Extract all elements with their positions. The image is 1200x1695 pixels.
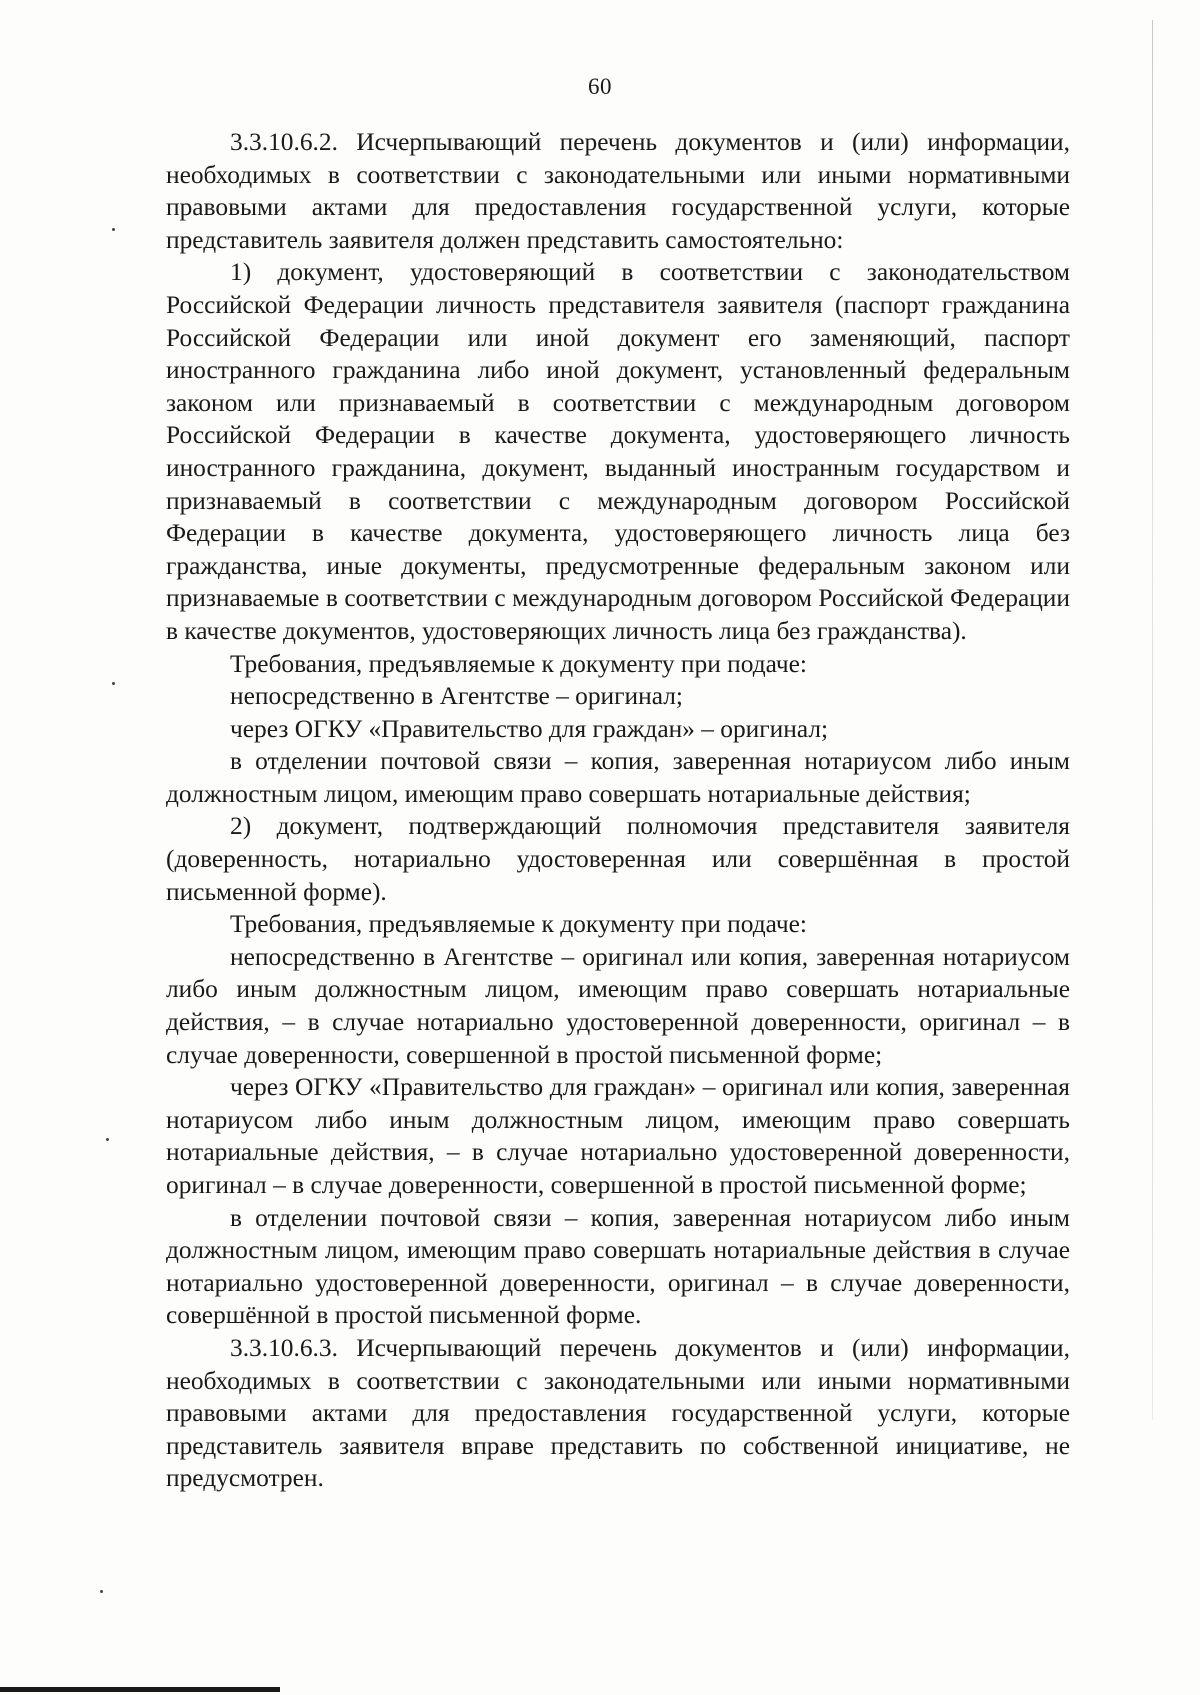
paragraph-3-3-10-6-3: 3.3.10.6.3. Исчерпывающий перечень документов и (или) информации, необходимых в соответствии с законодательными или иными нормативными правовыми актами для предоставления государственной услуги, которые представитель заявителя вправе представить по собственной инициативе, не предусмотрен.: [166, 1333, 1070, 1493]
scan-speck: [106, 1138, 109, 1141]
paragraph-requirement-ogku-2: через ОГКУ «Правительство для граждан» – оригинал или копия, заверенная нотариусом либо иным должностным лицом, имеющим право совершать нотариальные действия, – в случае нотариально удостоверенной доверенности, оригинал – в случае доверенности, совершенной в простой письменной форме;: [166, 1073, 1070, 1199]
paragraph-requirement-post-1: в отделении почтовой связи – копия, заверенная нотариусом либо иным должностным лицом, имеющим право совершать нотариальные действия;: [166, 747, 1070, 808]
paragraph-item-2-power-of-attorney: 2) документ, подтверждающий полномочия представителя заявителя (доверенность, нотариально удостоверенная или совершённая в простой письменной форме).: [166, 812, 1070, 906]
paragraph-requirement-post-2: в отделении почтовой связи – копия, заверенная нотариусом либо иным должностным лицом, имеющим право совершать нотариальные действия в случае нотариально удостоверенной доверенности, оригинал – в случае доверенности, совершённой в простой письменной форме.: [166, 1203, 1070, 1330]
scan-speck: [112, 682, 115, 685]
paragraph-requirements-heading-1: Требования, предъявляемые к документу при подаче:: [230, 649, 807, 678]
paragraph-item-1-identity-document: 1) документ, удостоверяющий в соответствии с законодательством Российской Федерации личность представителя заявителя (паспорт гражданина Российской Федерации или иной документ его заменяющий, паспорт иностранного гражданина либо иной документ, установленный федеральным законом или признаваемый в соответствии с международным договором Российской Федерации в качестве документа, удостоверяющего личность иностранного гражданина, документ, выданный иностранным государством и признаваемый в соответствии с международным договором Российской Федерации в качестве документа, удостоверяющего личность лица без гражданства, иные документы, предусмотренные федеральным законом или признаваемые в соответствии с международным договором Российской Федерации в качестве документов, удостоверяющих личность лица без гражданства).: [166, 258, 1070, 645]
scan-speck: [100, 1590, 103, 1593]
paragraph-requirement-agency-2: непосредственно в Агентстве – оригинал или копия, заверенная нотариусом либо иным должностным лицом, имеющим право совершать нотариальные действия, – в случае нотариально удостоверенной доверенности, оригинал – в случае доверенности, совершенной в простой письменной форме;: [166, 942, 1070, 1069]
scan-edge-line: [1152, 20, 1153, 1420]
paragraph-requirements-heading-2: Требования, предъявляемые к документу при подаче:: [230, 910, 807, 939]
scan-bottom-bar: [0, 1687, 280, 1692]
document-body: [166, 126, 1070, 1495]
paragraph-3-3-10-6-2: 3.3.10.6.2. Исчерпывающий перечень документов и (или) информации, необходимых в соответствии с законодательными или иными нормативными правовыми актами для предоставления государственной услуги, которые представитель заявителя должен представить самостоятельно:: [166, 128, 1070, 254]
page-number: 60: [588, 74, 612, 99]
paragraph-requirement-agency-1: непосредственно в Агентстве – оригинал;: [230, 682, 683, 711]
paragraph-requirement-ogku-1: через ОГКУ «Правительство для граждан» – оригинал;: [230, 714, 829, 743]
scan-speck: [112, 228, 115, 231]
